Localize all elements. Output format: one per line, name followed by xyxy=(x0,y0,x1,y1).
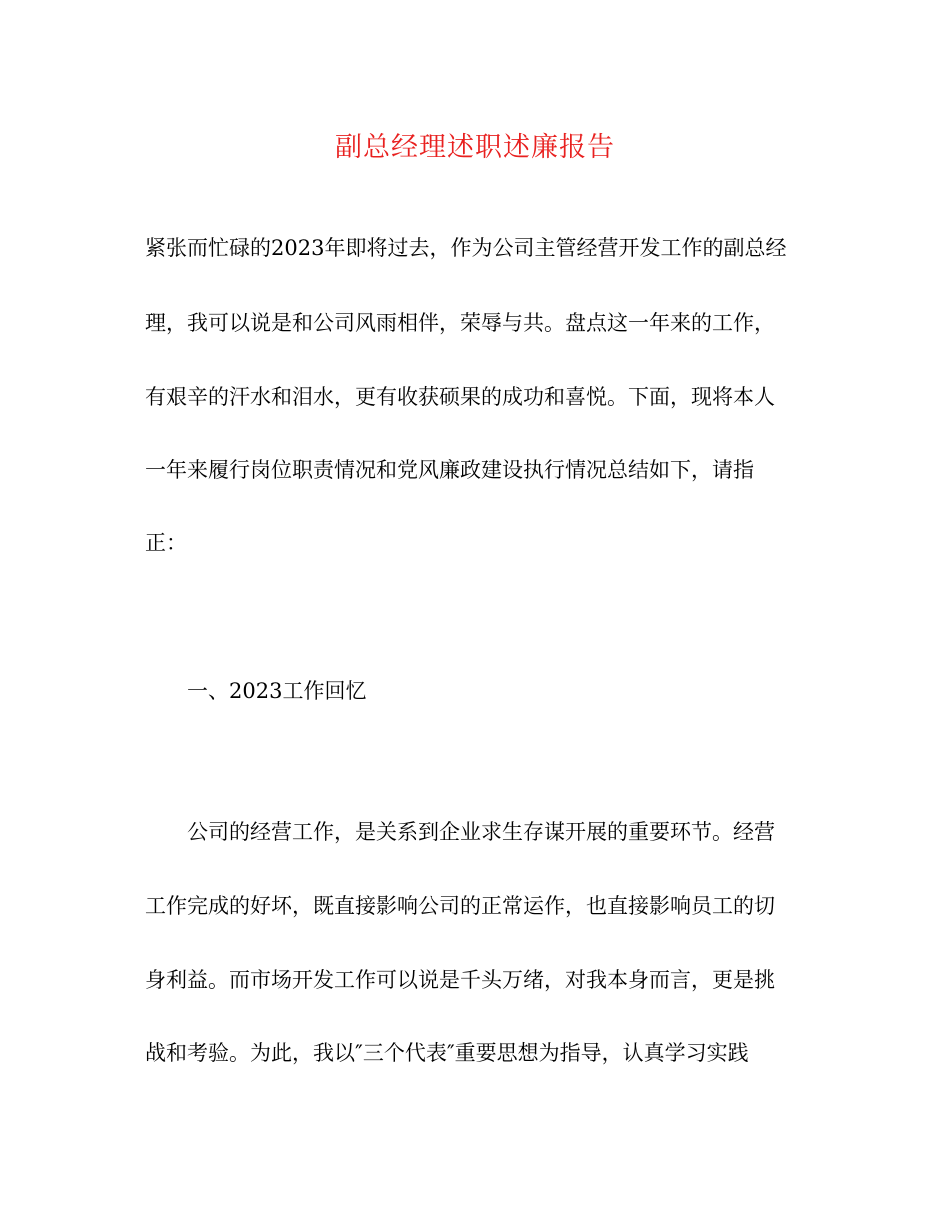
paragraph-1-line-2: 理，我可以说是和公司风雨相伴，荣辱与共。盘点这一年来的工作， xyxy=(145,311,775,335)
paragraph-1-line-1: 紧张而忙碌的2023年即将过去，作为公司主管经营开发工作的副总经 xyxy=(145,236,787,260)
paragraph-2-line-4: 战和考验。为此，我以″三个代表″重要思想为指导，认真学习实践 xyxy=(145,1041,749,1065)
paragraph-1-line-3: 有艰辛的汗水和泪水，更有收获硕果的成功和喜悦。下面，现将本人 xyxy=(145,385,775,409)
paragraph-2-line-1: 公司的经营工作，是关系到企业求生存谋开展的重要环节。经营 xyxy=(187,820,775,844)
paragraph-1-line-4: 一年来履行岗位职责情况和党风廉政建设执行情况总结如下，请指 xyxy=(145,458,754,482)
section-heading: 一、2023工作回忆 xyxy=(187,679,367,703)
paragraph-2-line-2: 工作完成的好坏，既直接影响公司的正常运作，也直接影响员工的切 xyxy=(145,894,775,918)
document-title: 副总经理述职述廉报告 xyxy=(335,132,615,163)
paragraph-1-line-5: 正： xyxy=(145,531,187,555)
paragraph-2-line-3: 身利益。而市场开发工作可以说是千头万绪，对我本身而言，更是挑 xyxy=(145,968,775,992)
